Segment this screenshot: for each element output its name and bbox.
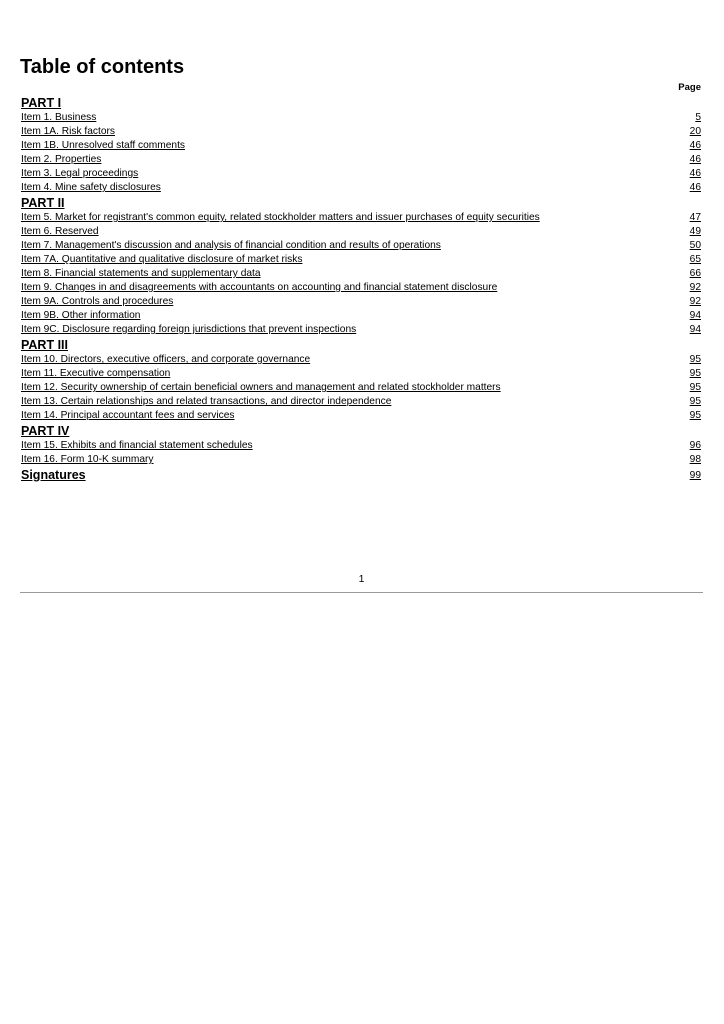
toc-entry [21,381,701,395]
toc-entry-link[interactable]: Item 7. Management's discussion and analysis of financial condition and results of operations [21,240,441,251]
toc-page-link[interactable]: 20 [689,126,701,137]
toc-page-link[interactable]: 47 [689,212,701,223]
toc-page-link[interactable]: 96 [689,440,701,451]
toc-entry [21,281,701,295]
toc-entry-link[interactable]: Item 2. Properties [21,154,102,165]
toc-entry-link[interactable]: Item 5. Market for registrant's common equity, related stockholder matters and issuer purchases of equity securities [21,212,540,223]
toc-entry-link[interactable]: Item 11. Executive compensation [21,368,171,379]
page-column-header: Page [678,82,701,93]
toc-entry [21,295,701,309]
part-heading-1 [21,95,701,111]
toc-entry-link[interactable]: Item 10. Directors, executive officers, and corporate governance [21,354,311,365]
toc-page-link[interactable]: 95 [689,368,701,379]
signatures-page-link[interactable]: 99 [689,470,701,481]
toc-page-link[interactable]: 66 [689,268,701,279]
toc-entry-link[interactable]: Item 9A. Controls and procedures [21,296,174,307]
toc-page-link[interactable]: 50 [689,240,701,251]
toc-entry [21,239,701,253]
page-title: Table of contents [20,56,185,78]
toc-entry-link[interactable]: Item 13. Certain relationships and related transactions, and director independence [21,396,392,407]
toc-entry [21,167,701,181]
toc-page-link[interactable]: 92 [689,296,701,307]
toc-entry-link[interactable]: Item 9B. Other information [21,310,141,321]
toc-page-link[interactable]: 94 [689,310,701,321]
part-link-4[interactable]: PART IV [21,424,70,438]
toc-entry-link[interactable]: Item 3. Legal proceedings [21,168,139,179]
toc-entry [21,353,701,367]
toc-entry-link[interactable]: Item 1. Business [21,112,97,123]
toc-entry-link[interactable]: Item 4. Mine safety disclosures [21,182,161,193]
part-link-2[interactable]: PART II [21,196,65,210]
toc-entry-link[interactable]: Item 7A. Quantitative and qualitative disclosure of market risks [21,254,303,265]
toc-page-link[interactable]: 95 [689,382,701,393]
toc-entry [21,309,701,323]
part-heading-3 [21,337,701,353]
toc-page-link[interactable]: 49 [689,226,701,237]
table-of-contents [21,95,701,484]
toc-page-link[interactable]: 98 [689,454,701,465]
toc-page-link[interactable]: 95 [689,410,701,421]
toc-page-link[interactable]: 94 [689,324,701,335]
signatures-link[interactable]: Signatures [21,468,86,482]
toc-entry-link[interactable]: Item 9. Changes in and disagreements with accountants on accounting and financial statement disclosure [21,282,498,293]
toc-entry-link[interactable]: Item 12. Security ownership of certain beneficial owners and management and related stockholder matters [21,382,501,393]
part-link-3[interactable]: PART III [21,338,68,352]
toc-entry [21,125,701,139]
toc-page-link[interactable]: 46 [689,182,701,193]
toc-entry-link[interactable]: Item 16. Form 10-K summary [21,454,154,465]
toc-page-link[interactable]: 65 [689,254,701,265]
toc-entry [21,253,701,267]
signatures-entry [21,467,701,484]
toc-entry [21,439,701,453]
toc-entry-link[interactable]: Item 6. Reserved [21,226,99,237]
toc-entry [21,139,701,153]
toc-entry [21,225,701,239]
toc-entry [21,181,701,195]
part-heading-2 [21,195,701,211]
toc-entry [21,409,701,423]
toc-entry [21,211,701,225]
toc-page-link[interactable]: 46 [689,140,701,151]
toc-page-link[interactable]: 46 [689,168,701,179]
toc-entry [21,267,701,281]
toc-entry [21,153,701,167]
toc-entry [21,111,701,125]
toc-entry [21,453,701,467]
toc-entry [21,323,701,337]
footer-divider [20,592,703,593]
toc-page-link[interactable]: 46 [689,154,701,165]
toc-entry-link[interactable]: Item 1B. Unresolved staff comments [21,140,186,151]
part-link-1[interactable]: PART I [21,96,62,110]
toc-page-link[interactable]: 92 [689,282,701,293]
toc-entry-link[interactable]: Item 1A. Risk factors [21,126,115,137]
part-heading-4 [21,423,701,439]
toc-page-link[interactable]: 5 [695,112,701,123]
toc-entry-link[interactable]: Item 14. Principal accountant fees and services [21,410,235,421]
page-number: 1 [358,573,365,585]
toc-page-link[interactable]: 95 [689,354,701,365]
toc-entry-link[interactable]: Item 8. Financial statements and supplementary data [21,268,261,279]
toc-entry [21,367,701,381]
toc-page-link[interactable]: 95 [689,396,701,407]
toc-entry-link[interactable]: Item 15. Exhibits and financial statement schedules [21,440,253,451]
toc-entry [21,395,701,409]
toc-entry-link[interactable]: Item 9C. Disclosure regarding foreign jurisdictions that prevent inspections [21,324,357,335]
